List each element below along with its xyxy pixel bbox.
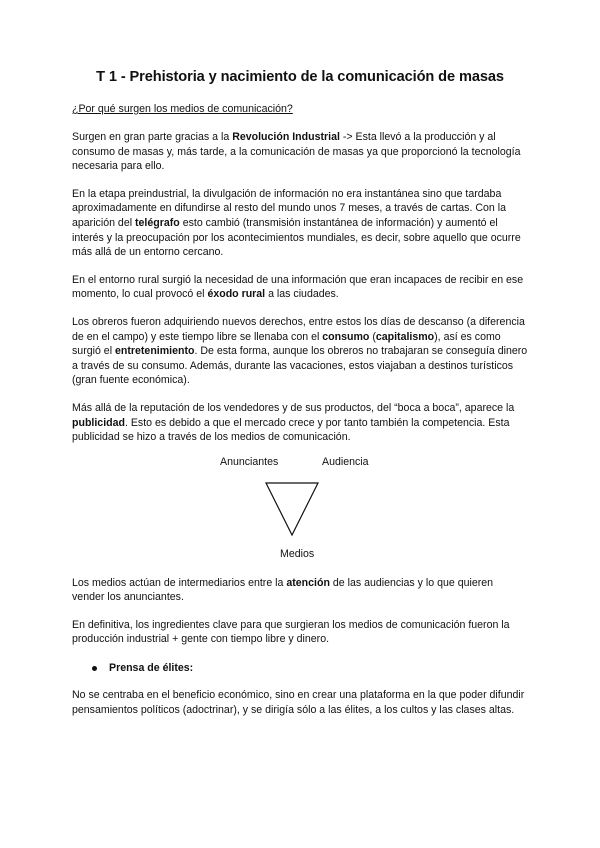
document-title: T 1 - Prehistoria y nacimiento de la comunicación de masas (96, 69, 504, 85)
text: En la etapa preindustrial, la divulgación de información no era instantánea sino que tardaba aproximadamente en difundirse al resto del mundo unos 7 meses, a través de cartas. Con la aparición del (72, 187, 506, 229)
text: Los medios actúan de intermediarios entre la (72, 576, 287, 589)
paragraph-publicidad (72, 401, 528, 445)
inverted-triangle-icon (262, 475, 322, 543)
section-question: ¿Por qué surgen los medios de comunicación? (72, 103, 293, 115)
text: ( (369, 330, 376, 343)
bold-term: Revolución Industrial (232, 131, 340, 143)
text: a las ciudades. (265, 288, 339, 301)
paragraph-elites: No se centraba en el beneficio económico, sino en crear una plataforma en la que poder difundir pensamientos políticos (adoctrinar), y se dirigía sólo a las élites, a los cultos y las clases altas. (72, 689, 525, 716)
text: En el entorno rural surgió la necesidad de una información que eran incapaces de recibir en ese momento, lo cual provocó el (72, 273, 524, 301)
paragraph-exodo (72, 273, 528, 302)
text: Más allá de la reputación de los vendedores y de sus productos, del “boca a boca”, aparece la (72, 401, 515, 414)
text: ), así es como surgió el (72, 330, 501, 358)
text: -> Esta llevó a la producción y al consumo de masas y, más tarde, a la comunicación de masas ya que proporcionó la tecnología necesaria para ello. (72, 131, 521, 173)
text: esto cambió (transmisión instantánea de información) y aumentó el interés y la preocupación por los acontecimientos mundiales, es decir, sobre aquello que ocurre más allá de un entorno cercano. (72, 216, 521, 259)
bullet-icon (92, 666, 97, 671)
bold-term: publicidad (72, 416, 125, 429)
bold-term: capitalismo (375, 330, 435, 343)
text: . De esta forma, aunque los obreros no trabajaran se conseguía dinero a través de su consumo. Además, durante las vacaciones, estos viajaban a destinos turísticos (gran fuente económica). (72, 345, 528, 387)
bullet-item-prensa-elites (72, 661, 528, 675)
paragraph-definitiva: En definitiva, los ingredientes clave para que surgieran los medios de comunicación fueron la producción industrial + gente con tiempo libre y dinero. (72, 618, 510, 646)
triangle-diagram (72, 455, 528, 563)
paragraph-telegrafo (72, 187, 528, 260)
triangle-image (262, 475, 322, 543)
bullet-label: Prensa de élites: (109, 662, 194, 675)
paragraph-obreros (72, 315, 528, 388)
bold-term: entretenimiento (115, 345, 195, 358)
text: de las audiencias y lo que quieren vender los anunciantes. (72, 576, 494, 604)
bold-term: telégrafo (135, 216, 180, 229)
diagram-label-medios: Medios (280, 547, 315, 560)
diagram-label-anunciantes: Anunciantes (220, 455, 279, 468)
text: Los obreros fueron adquiriendo nuevos derechos, entre estos los días de descanso (a diferencia de en el campo) y este tiempo libre se llenaba con el (72, 315, 525, 343)
paragraph-revolucion (72, 130, 528, 174)
bold-term: éxodo rural (207, 288, 266, 301)
paragraph-intermediarios (72, 576, 528, 605)
text: . Esto es debido a que el mercado crece y por tanto también la competencia. Esta publicidad se hizo a través de los medios de comunicación. (72, 416, 510, 444)
text: Surgen en gran parte gracias a la (72, 131, 233, 143)
document-page (72, 68, 528, 717)
bold-term: consumo (322, 330, 370, 343)
bold-term: atención (286, 576, 330, 589)
diagram-label-audiencia: Audiencia (322, 455, 369, 468)
